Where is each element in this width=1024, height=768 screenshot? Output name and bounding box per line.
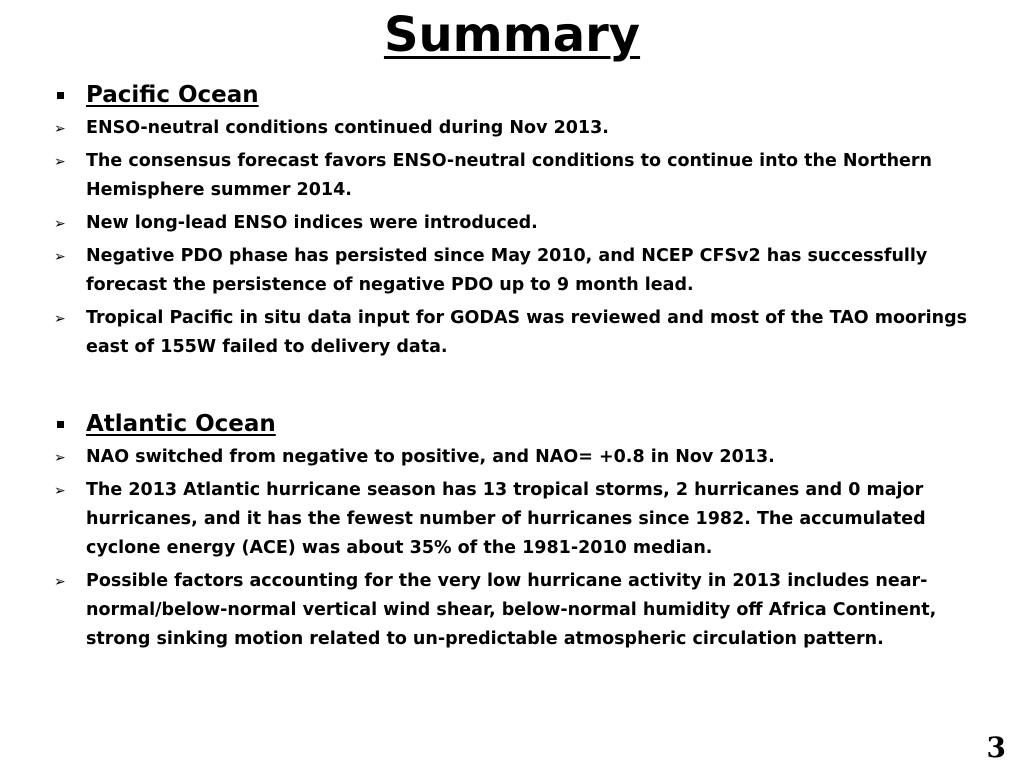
arrow-bullet-icon: ➢ xyxy=(54,311,66,327)
arrow-bullet-icon: ➢ xyxy=(54,450,66,466)
list-item-text: Tropical Pacific in situ data input for GODAS was reviewed and most of the TAO moorings east of 155W failed to delivery data. xyxy=(86,308,968,357)
arrow-bullet-icon: ➢ xyxy=(54,249,66,265)
list-item xyxy=(0,209,1024,238)
list-item-text: NAO switched from negative to positive, and NAO= +0.8 in Nov 2013. xyxy=(86,447,775,467)
bullet-list xyxy=(0,114,1024,362)
list-item-text: New long-lead ENSO indices were introduced. xyxy=(86,213,538,233)
page-number: 3 xyxy=(986,731,1006,764)
list-item xyxy=(0,304,1024,362)
slide-title: Summary xyxy=(383,7,641,63)
list-item xyxy=(0,567,1024,654)
list-item xyxy=(0,476,1024,563)
arrow-bullet-icon: ➢ xyxy=(54,121,66,137)
section-atlantic-ocean xyxy=(0,409,1024,658)
arrow-bullet-icon: ➢ xyxy=(54,216,66,232)
list-item-text: The 2013 Atlantic hurricane season has 13 tropical storms, 2 hurricanes and 0 major hurricanes, and it has the fewest number of hurricanes since 1982. The accumulated cyclone energy (ACE) was about 35% of the 1981-2010 median. xyxy=(86,480,926,558)
list-item xyxy=(0,147,1024,205)
list-item xyxy=(0,114,1024,143)
section-pacific-ocean xyxy=(0,80,1024,366)
list-item xyxy=(0,443,1024,472)
list-item-text: The consensus forecast favors ENSO-neutral conditions to continue into the Northern Hemisphere summer 2014. xyxy=(86,151,932,200)
list-item-text: Possible factors accounting for the very low hurricane activity in 2013 includes near-normal/below-normal vertical wind shear, below-normal humidity off Africa Continent, strong sinking motion related to un-predictable atmospheric circulation pattern. xyxy=(86,571,937,649)
square-bullet-icon xyxy=(57,421,64,428)
section-heading: Atlantic Ocean xyxy=(86,411,276,437)
arrow-bullet-icon: ➢ xyxy=(54,483,66,499)
arrow-bullet-icon: ➢ xyxy=(54,154,66,170)
section-heading-row xyxy=(0,80,1024,114)
list-item xyxy=(0,242,1024,300)
section-heading: Pacific Ocean xyxy=(86,82,259,108)
list-item-text: ENSO-neutral conditions continued during Nov 2013. xyxy=(86,118,609,138)
square-bullet-icon xyxy=(57,92,64,99)
list-item-text: Negative PDO phase has persisted since May 2010, and NCEP CFSv2 has successfully forecast the persistence of negative PDO up to 9 month lead. xyxy=(86,246,928,295)
arrow-bullet-icon: ➢ xyxy=(54,574,66,590)
section-heading-row xyxy=(0,409,1024,443)
bullet-list xyxy=(0,443,1024,654)
